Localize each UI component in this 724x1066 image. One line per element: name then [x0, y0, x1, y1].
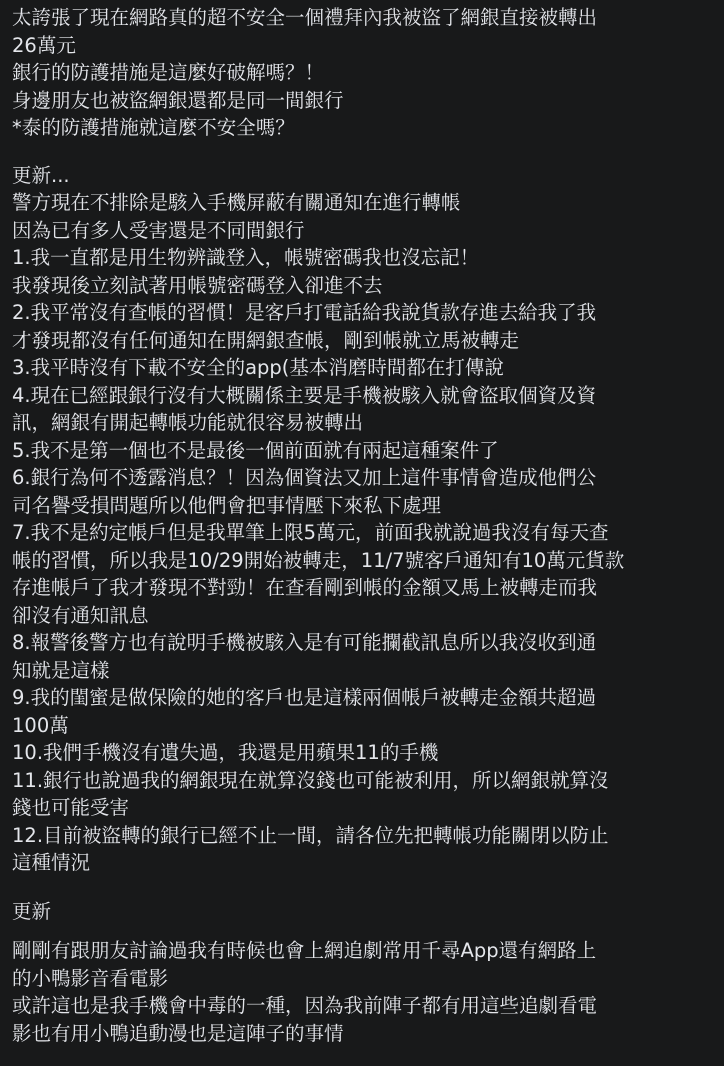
post-line: 司名譽受損問題所以他們會把事情壓下來私下處理 [12, 493, 442, 517]
post-update-2-heading [12, 898, 714, 926]
post-line: 100萬 [12, 713, 69, 737]
post-line: 9.我的閨蜜是做保險的她的客戶也是這樣兩個帳戶被轉走金額共超過 [12, 686, 597, 709]
post-line: 訊，網銀有開起轉帳功能就很容易被轉出 [12, 411, 364, 434]
post-line: *泰的防護措施就這麼不安全嗎？ [12, 116, 295, 139]
post-line: 帳的習慣，所以我是10/29開始被轉走，11/7號客戶通知有10萬元貨款 [12, 548, 625, 572]
post-line: 7.我不是約定帳戶但是我單筆上限5萬元，前面我就說過我沒有每天查 [12, 521, 609, 544]
post-line: 1.我一直都是用生物辨識登入，帳號密碼我也沒忘記！ [12, 246, 480, 269]
section-heading: 更新 [12, 899, 52, 923]
post-update-1 [12, 162, 714, 877]
post-line: 警方現在不排除是駭入手機屏蔽有關通知在進行轉帳 [12, 191, 461, 214]
post-line: 錢也可能受害 [12, 796, 130, 819]
post-line: 太誇張了現在網路真的超不安全一個禮拜內我被盜了網銀直接被轉出 [12, 6, 598, 29]
post-line: 這種情況 [12, 851, 91, 874]
post-line: 10.我們手機沒有遺失過，我還是用蘋果11的手機 [12, 741, 439, 764]
post-intro [12, 4, 714, 142]
post-line: 身邊朋友也被盜網銀還都是同一間銀行 [12, 88, 344, 112]
post-line: 剛剛有跟朋友討論過我有時候也會上網追劇常用千尋App還有網路上 [12, 939, 597, 962]
post-line: 6.銀行為何不透露消息？！因為個資法又加上這件事情會造成他們公 [12, 466, 597, 489]
post-line: 4.現在已經跟銀行沒有大概關係主要是手機被駭入就會盜取個資及資 [12, 383, 597, 407]
post-line: 8.報警後警方也有說明手機被駭入是有可能攔截訊息所以我沒收到通 [12, 631, 597, 654]
post-update-2 [12, 937, 714, 1047]
post-line: 或許這也是我手機會中毒的一種，因為我前陣子都有用這些追劇看電 [12, 994, 598, 1017]
post-line: 我發現後立刻試著用帳號密碼登入卻進不去 [12, 273, 383, 297]
post-line: 12.目前被盜轉的銀行已經不止一間，請各位先把轉帳功能關閉以防止 [12, 823, 609, 847]
post-line: 存進帳戶了我才發現不對勁！在查看剛到帳的金額又馬上被轉走而我 [12, 576, 598, 599]
post-line: 知就是這樣 [12, 658, 110, 682]
post-line: 更新... [12, 163, 70, 187]
post-line: 26萬元 [12, 33, 76, 57]
post-line: 影也有用小鴨追動漫也是這陣子的事情 [12, 1021, 344, 1045]
post-line: 銀行的防護措施是這麼好破解嗎？！ [12, 61, 325, 84]
post-line: 5.我不是第一個也不是最後一個前面就有兩起這種案件了 [12, 438, 499, 462]
post-line: 才發現都沒有任何通知在開網銀查帳，剛到帳就立馬被轉走 [12, 328, 520, 352]
post-line: 3.我平時沒有下載不安全的app(基本消磨時間都在打傳說 [12, 356, 504, 379]
post-line: 因為已有多人受害還是不同間銀行 [12, 218, 305, 242]
post-line: 卻沒有通知訊息 [12, 603, 149, 627]
post-line: 11.銀行也說過我的網銀現在就算沒錢也可能被利用，所以網銀就算沒 [12, 768, 609, 792]
post-line: 的小鴨影音看電影 [12, 966, 169, 990]
post-line: 2.我平常沒有查帳的習慣！是客戶打電話給我說貨款存進去給我了我 [12, 301, 597, 324]
